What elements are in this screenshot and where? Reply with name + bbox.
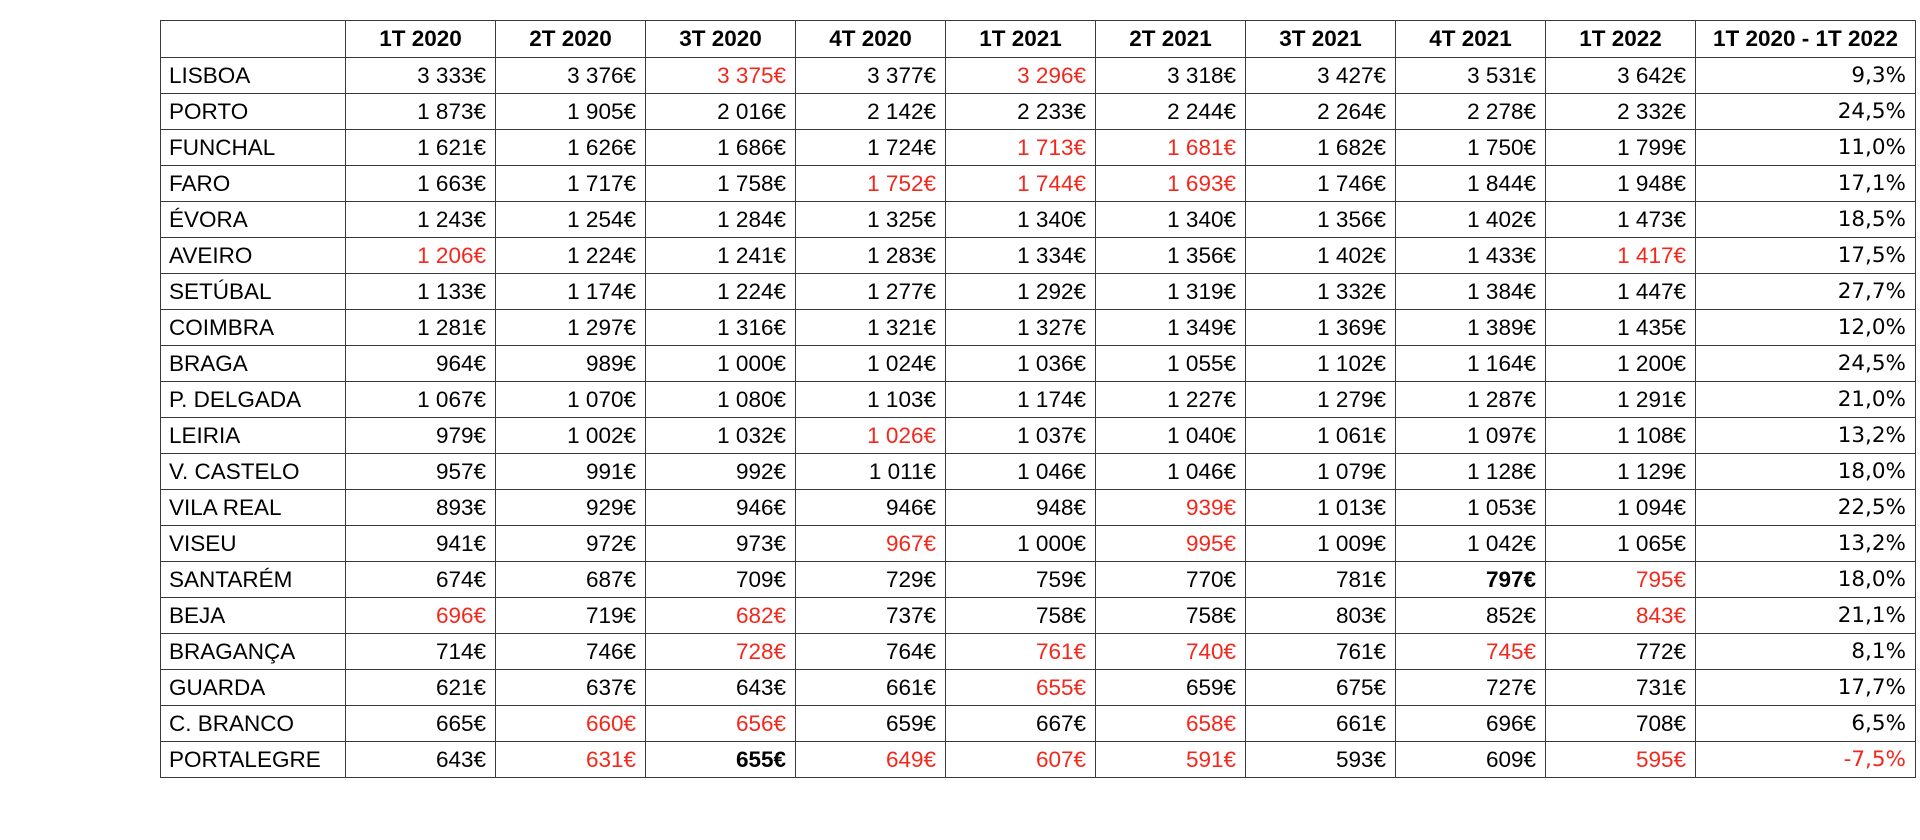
data-table — [160, 20, 1916, 778]
value-cell: 1 279€ — [1246, 382, 1396, 418]
value-cell: 1 013€ — [1246, 490, 1396, 526]
value-cell: 1 402€ — [1396, 202, 1546, 238]
value-cell: 1 102€ — [1246, 346, 1396, 382]
value-cell: 1 327€ — [946, 310, 1096, 346]
value-cell: 948€ — [946, 490, 1096, 526]
change-cell: 24,5% — [1696, 94, 1916, 130]
value-cell: 1 032€ — [646, 418, 796, 454]
value-cell: 696€ — [1396, 706, 1546, 742]
value-cell: 992€ — [646, 454, 796, 490]
value-cell: 3 376€ — [496, 58, 646, 94]
value-cell: 1 065€ — [1546, 526, 1696, 562]
value-cell: 631€ — [496, 742, 646, 778]
value-cell: 1 011€ — [796, 454, 946, 490]
value-cell: 667€ — [946, 706, 1096, 742]
header-4t-2020: 4T 2020 — [796, 21, 946, 58]
value-cell: 655€ — [946, 670, 1096, 706]
value-cell: 661€ — [796, 670, 946, 706]
value-cell: 843€ — [1546, 598, 1696, 634]
value-cell: 1 389€ — [1396, 310, 1546, 346]
value-cell: 1 356€ — [1246, 202, 1396, 238]
header-3t-2020: 3T 2020 — [646, 21, 796, 58]
value-cell: 1 128€ — [1396, 454, 1546, 490]
change-cell: 21,1% — [1696, 598, 1916, 634]
table-row — [161, 562, 1916, 598]
change-cell: 17,7% — [1696, 670, 1916, 706]
value-cell: 941€ — [346, 526, 496, 562]
table-row — [161, 742, 1916, 778]
table-row — [161, 166, 1916, 202]
value-cell: 1 844€ — [1396, 166, 1546, 202]
value-cell: 1 224€ — [646, 274, 796, 310]
value-cell: 643€ — [346, 742, 496, 778]
table-row — [161, 418, 1916, 454]
value-cell: 649€ — [796, 742, 946, 778]
value-cell: 759€ — [946, 562, 1096, 598]
value-cell: 595€ — [1546, 742, 1696, 778]
value-cell: 1 325€ — [796, 202, 946, 238]
city-cell: FUNCHAL — [161, 130, 346, 166]
value-cell: 1 744€ — [946, 166, 1096, 202]
value-cell: 1 080€ — [646, 382, 796, 418]
city-cell: SANTARÉM — [161, 562, 346, 598]
change-cell: 24,5% — [1696, 346, 1916, 382]
value-cell: 1 713€ — [946, 130, 1096, 166]
value-cell: 1 284€ — [646, 202, 796, 238]
change-cell: 6,5% — [1696, 706, 1916, 742]
city-cell: VILA REAL — [161, 490, 346, 526]
header-change-2020-2022: 1T 2020 - 1T 2022 — [1696, 21, 1916, 58]
header-4t-2021: 4T 2021 — [1396, 21, 1546, 58]
value-cell: 1 681€ — [1096, 130, 1246, 166]
value-cell: 745€ — [1396, 634, 1546, 670]
header-corner-cell — [161, 21, 346, 58]
value-cell: 1 417€ — [1546, 238, 1696, 274]
value-cell: 737€ — [796, 598, 946, 634]
value-cell: 964€ — [346, 346, 496, 382]
value-cell: 1 227€ — [1096, 382, 1246, 418]
value-cell: 979€ — [346, 418, 496, 454]
value-cell: 1 241€ — [646, 238, 796, 274]
value-cell: 637€ — [496, 670, 646, 706]
value-cell: 1 283€ — [796, 238, 946, 274]
value-cell: 591€ — [1096, 742, 1246, 778]
value-cell: 1 799€ — [1546, 130, 1696, 166]
value-cell: 1 129€ — [1546, 454, 1696, 490]
value-cell: 1 108€ — [1546, 418, 1696, 454]
value-cell: 761€ — [1246, 634, 1396, 670]
value-cell: 1 061€ — [1246, 418, 1396, 454]
table-body — [161, 58, 1916, 778]
value-cell: 957€ — [346, 454, 496, 490]
value-cell: 1 321€ — [796, 310, 946, 346]
table-row — [161, 598, 1916, 634]
value-cell: 1 334€ — [946, 238, 1096, 274]
value-cell: 708€ — [1546, 706, 1696, 742]
table-row — [161, 346, 1916, 382]
value-cell: 989€ — [496, 346, 646, 382]
value-cell: 1 447€ — [1546, 274, 1696, 310]
value-cell: 1 340€ — [1096, 202, 1246, 238]
value-cell: 1 000€ — [946, 526, 1096, 562]
value-cell: 781€ — [1246, 562, 1396, 598]
change-cell: 18,0% — [1696, 562, 1916, 598]
table-row — [161, 130, 1916, 166]
change-cell: 9,3% — [1696, 58, 1916, 94]
value-cell: 682€ — [646, 598, 796, 634]
city-cell: COIMBRA — [161, 310, 346, 346]
value-cell: 1 750€ — [1396, 130, 1546, 166]
value-cell: 593€ — [1246, 742, 1396, 778]
table-row — [161, 238, 1916, 274]
value-cell: 1 433€ — [1396, 238, 1546, 274]
value-cell: 1 046€ — [1096, 454, 1246, 490]
value-cell: 607€ — [946, 742, 1096, 778]
value-cell: 1 055€ — [1096, 346, 1246, 382]
value-cell: 1 746€ — [1246, 166, 1396, 202]
value-cell: 1 046€ — [946, 454, 1096, 490]
value-cell: 1 686€ — [646, 130, 796, 166]
city-cell: P. DELGADA — [161, 382, 346, 418]
table-header — [161, 21, 1916, 58]
value-cell: 656€ — [646, 706, 796, 742]
value-cell: 1 473€ — [1546, 202, 1696, 238]
city-cell: V. CASTELO — [161, 454, 346, 490]
value-cell: 2 233€ — [946, 94, 1096, 130]
value-cell: 661€ — [1246, 706, 1396, 742]
city-cell: C. BRANCO — [161, 706, 346, 742]
table-row — [161, 670, 1916, 706]
value-cell: 1 626€ — [496, 130, 646, 166]
city-cell: GUARDA — [161, 670, 346, 706]
value-cell: 770€ — [1096, 562, 1246, 598]
value-cell: 1 319€ — [1096, 274, 1246, 310]
value-cell: 758€ — [946, 598, 1096, 634]
change-cell: 11,0% — [1696, 130, 1916, 166]
city-cell: BRAGA — [161, 346, 346, 382]
header-2t-2021: 2T 2021 — [1096, 21, 1246, 58]
value-cell: 729€ — [796, 562, 946, 598]
table-row — [161, 58, 1916, 94]
value-cell: 893€ — [346, 490, 496, 526]
value-cell: 609€ — [1396, 742, 1546, 778]
city-cell: SETÚBAL — [161, 274, 346, 310]
header-1t-2020: 1T 2020 — [346, 21, 496, 58]
value-cell: 946€ — [796, 490, 946, 526]
value-cell: 719€ — [496, 598, 646, 634]
value-cell: 1 103€ — [796, 382, 946, 418]
change-cell: 12,0% — [1696, 310, 1916, 346]
header-1t-2022: 1T 2022 — [1546, 21, 1696, 58]
value-cell: 764€ — [796, 634, 946, 670]
value-cell: 3 642€ — [1546, 58, 1696, 94]
change-cell: 13,2% — [1696, 526, 1916, 562]
table-row — [161, 526, 1916, 562]
value-cell: 1 905€ — [496, 94, 646, 130]
value-cell: 1 040€ — [1096, 418, 1246, 454]
value-cell: 1 752€ — [796, 166, 946, 202]
value-cell: 1 663€ — [346, 166, 496, 202]
value-cell: 1 316€ — [646, 310, 796, 346]
value-cell: 740€ — [1096, 634, 1246, 670]
city-cell: PORTALEGRE — [161, 742, 346, 778]
value-cell: 1 693€ — [1096, 166, 1246, 202]
value-cell: 1 281€ — [346, 310, 496, 346]
value-cell: 3 531€ — [1396, 58, 1546, 94]
table-row — [161, 382, 1916, 418]
value-cell: 946€ — [646, 490, 796, 526]
value-cell: 1 254€ — [496, 202, 646, 238]
value-cell: 3 296€ — [946, 58, 1096, 94]
value-cell: 973€ — [646, 526, 796, 562]
value-cell: 1 206€ — [346, 238, 496, 274]
value-cell: 1 037€ — [946, 418, 1096, 454]
value-cell: 967€ — [796, 526, 946, 562]
change-cell: 13,2% — [1696, 418, 1916, 454]
value-cell: 995€ — [1096, 526, 1246, 562]
change-cell: 27,7% — [1696, 274, 1916, 310]
value-cell: 660€ — [496, 706, 646, 742]
value-cell: 1 053€ — [1396, 490, 1546, 526]
value-cell: 1 758€ — [646, 166, 796, 202]
value-cell: 731€ — [1546, 670, 1696, 706]
value-cell: 1 000€ — [646, 346, 796, 382]
city-cell: ÉVORA — [161, 202, 346, 238]
value-cell: 643€ — [646, 670, 796, 706]
header-2t-2020: 2T 2020 — [496, 21, 646, 58]
value-cell: 655€ — [646, 742, 796, 778]
value-cell: 852€ — [1396, 598, 1546, 634]
value-cell: 972€ — [496, 526, 646, 562]
value-cell: 1 332€ — [1246, 274, 1396, 310]
value-cell: 659€ — [796, 706, 946, 742]
change-cell: 18,5% — [1696, 202, 1916, 238]
change-cell: 17,5% — [1696, 238, 1916, 274]
value-cell: 3 377€ — [796, 58, 946, 94]
table-row — [161, 94, 1916, 130]
table-row — [161, 454, 1916, 490]
city-cell: FARO — [161, 166, 346, 202]
value-cell: 1 036€ — [946, 346, 1096, 382]
value-cell: 1 356€ — [1096, 238, 1246, 274]
value-cell: 1 349€ — [1096, 310, 1246, 346]
value-cell: 1 724€ — [796, 130, 946, 166]
value-cell: 772€ — [1546, 634, 1696, 670]
header-3t-2021: 3T 2021 — [1246, 21, 1396, 58]
value-cell: 659€ — [1096, 670, 1246, 706]
value-cell: 929€ — [496, 490, 646, 526]
value-cell: 939€ — [1096, 490, 1246, 526]
value-cell: 1 948€ — [1546, 166, 1696, 202]
value-cell: 1 002€ — [496, 418, 646, 454]
value-cell: 1 682€ — [1246, 130, 1396, 166]
value-cell: 761€ — [946, 634, 1096, 670]
city-cell: AVEIRO — [161, 238, 346, 274]
value-cell: 1 094€ — [1546, 490, 1696, 526]
value-cell: 1 287€ — [1396, 382, 1546, 418]
table-row — [161, 706, 1916, 742]
value-cell: 1 200€ — [1546, 346, 1696, 382]
city-cell: LISBOA — [161, 58, 346, 94]
city-cell: PORTO — [161, 94, 346, 130]
city-cell: BEJA — [161, 598, 346, 634]
table-row — [161, 634, 1916, 670]
city-cell: VISEU — [161, 526, 346, 562]
value-cell: 1 024€ — [796, 346, 946, 382]
value-cell: 2 278€ — [1396, 94, 1546, 130]
change-cell: -7,5% — [1696, 742, 1916, 778]
value-cell: 803€ — [1246, 598, 1396, 634]
value-cell: 3 427€ — [1246, 58, 1396, 94]
value-cell: 1 243€ — [346, 202, 496, 238]
value-cell: 1 174€ — [496, 274, 646, 310]
value-cell: 1 873€ — [346, 94, 496, 130]
change-cell: 22,5% — [1696, 490, 1916, 526]
value-cell: 1 717€ — [496, 166, 646, 202]
value-cell: 687€ — [496, 562, 646, 598]
value-cell: 2 332€ — [1546, 94, 1696, 130]
value-cell: 1 435€ — [1546, 310, 1696, 346]
value-cell: 665€ — [346, 706, 496, 742]
value-cell: 2 244€ — [1096, 94, 1246, 130]
value-cell: 1 079€ — [1246, 454, 1396, 490]
header-1t-2021: 1T 2021 — [946, 21, 1096, 58]
value-cell: 674€ — [346, 562, 496, 598]
value-cell: 1 133€ — [346, 274, 496, 310]
value-cell: 758€ — [1096, 598, 1246, 634]
value-cell: 795€ — [1546, 562, 1696, 598]
value-cell: 3 318€ — [1096, 58, 1246, 94]
value-cell: 1 174€ — [946, 382, 1096, 418]
value-cell: 1 369€ — [1246, 310, 1396, 346]
value-cell: 714€ — [346, 634, 496, 670]
value-cell: 2 264€ — [1246, 94, 1396, 130]
value-cell: 1 384€ — [1396, 274, 1546, 310]
value-cell: 675€ — [1246, 670, 1396, 706]
value-cell: 3 375€ — [646, 58, 796, 94]
value-cell: 1 292€ — [946, 274, 1096, 310]
value-cell: 1 067€ — [346, 382, 496, 418]
change-cell: 8,1% — [1696, 634, 1916, 670]
value-cell: 1 070€ — [496, 382, 646, 418]
city-cell: BRAGANÇA — [161, 634, 346, 670]
change-cell: 18,0% — [1696, 454, 1916, 490]
value-cell: 1 340€ — [946, 202, 1096, 238]
value-cell: 3 333€ — [346, 58, 496, 94]
value-cell: 2 016€ — [646, 94, 796, 130]
value-cell: 1 402€ — [1246, 238, 1396, 274]
table-row — [161, 274, 1916, 310]
table-row — [161, 310, 1916, 346]
value-cell: 727€ — [1396, 670, 1546, 706]
table-row — [161, 490, 1916, 526]
value-cell: 1 277€ — [796, 274, 946, 310]
value-cell: 1 297€ — [496, 310, 646, 346]
header-row — [161, 21, 1916, 58]
value-cell: 1 009€ — [1246, 526, 1396, 562]
value-cell: 709€ — [646, 562, 796, 598]
value-cell: 1 164€ — [1396, 346, 1546, 382]
value-cell: 1 097€ — [1396, 418, 1546, 454]
value-cell: 1 224€ — [496, 238, 646, 274]
value-cell: 621€ — [346, 670, 496, 706]
value-cell: 1 042€ — [1396, 526, 1546, 562]
value-cell: 2 142€ — [796, 94, 946, 130]
value-cell: 1 621€ — [346, 130, 496, 166]
change-cell: 17,1% — [1696, 166, 1916, 202]
change-cell: 21,0% — [1696, 382, 1916, 418]
city-cell: LEIRIA — [161, 418, 346, 454]
value-cell: 797€ — [1396, 562, 1546, 598]
value-cell: 1 291€ — [1546, 382, 1696, 418]
value-cell: 1 026€ — [796, 418, 946, 454]
value-cell: 746€ — [496, 634, 646, 670]
value-cell: 658€ — [1096, 706, 1246, 742]
value-cell: 728€ — [646, 634, 796, 670]
value-cell: 991€ — [496, 454, 646, 490]
value-cell: 696€ — [346, 598, 496, 634]
table-row — [161, 202, 1916, 238]
